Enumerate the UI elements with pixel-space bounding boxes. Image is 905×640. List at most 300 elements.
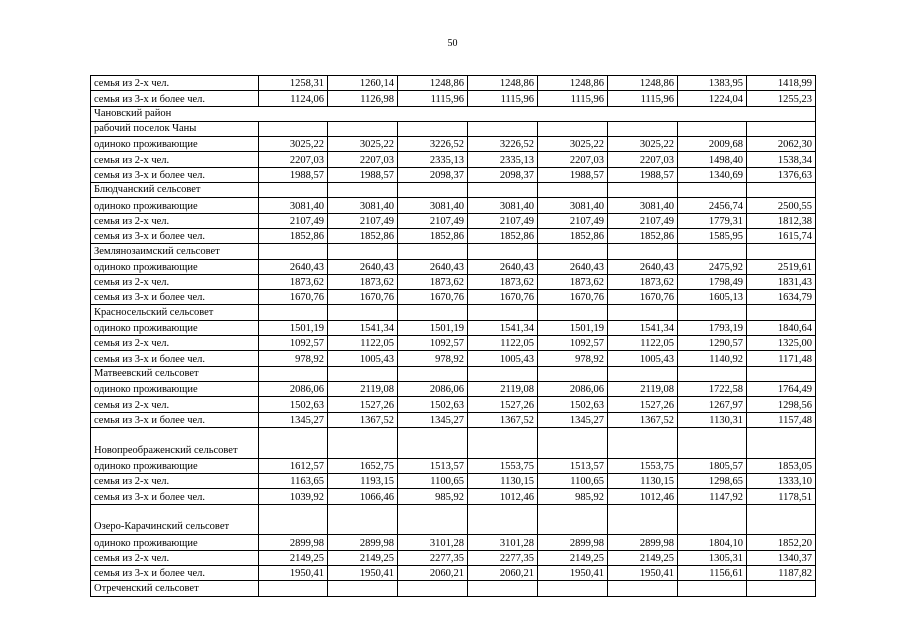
value-cell: 1115,96	[538, 91, 608, 106]
value-cell: 3081,40	[328, 198, 398, 213]
table-row	[91, 320, 816, 335]
table-row	[91, 489, 816, 504]
settlement-name: Отреченский сельсовет	[91, 581, 259, 596]
row-label: одиноко проживающие	[91, 320, 259, 335]
value-cell: 2119,08	[328, 381, 398, 396]
value-cell: 3081,40	[398, 198, 468, 213]
value-cell: 2640,43	[538, 259, 608, 274]
value-cell: 1187,82	[747, 565, 816, 580]
value-cell	[328, 427, 398, 458]
value-cell: 1988,57	[608, 167, 678, 182]
value-cell	[538, 244, 608, 259]
settlement-name: рабочий поселок Чаны	[91, 121, 259, 136]
value-cell	[608, 366, 678, 381]
value-cell: 1670,76	[259, 290, 328, 305]
value-cell: 2107,49	[259, 213, 328, 228]
value-cell: 1798,49	[678, 274, 747, 289]
value-cell	[398, 121, 468, 136]
value-cell: 1527,26	[468, 397, 538, 412]
value-cell: 1340,69	[678, 167, 747, 182]
table-row	[91, 535, 816, 550]
row-label: семья из 2-х чел.	[91, 550, 259, 565]
table-row	[91, 550, 816, 565]
value-cell: 1039,92	[259, 489, 328, 504]
value-cell: 3101,28	[398, 535, 468, 550]
value-cell: 2277,35	[468, 550, 538, 565]
value-cell: 1156,61	[678, 565, 747, 580]
value-cell: 1873,62	[328, 274, 398, 289]
value-cell: 1988,57	[538, 167, 608, 182]
value-cell: 1502,63	[398, 397, 468, 412]
table-row	[91, 397, 816, 412]
value-cell: 1367,52	[328, 412, 398, 427]
row-label: семья из 3-х и более чел.	[91, 565, 259, 580]
value-cell: 1115,96	[608, 91, 678, 106]
value-cell	[608, 183, 678, 198]
value-cell: 1012,46	[608, 489, 678, 504]
value-cell	[747, 504, 816, 535]
value-cell: 1178,51	[747, 489, 816, 504]
value-cell	[678, 366, 747, 381]
value-cell: 2009,68	[678, 137, 747, 152]
row-label: семья из 2-х чел.	[91, 152, 259, 167]
row-label: семья из 3-х и более чел.	[91, 290, 259, 305]
value-cell: 1248,86	[608, 76, 678, 91]
value-cell: 2060,21	[468, 565, 538, 580]
value-cell: 1005,43	[608, 351, 678, 366]
table-row	[91, 412, 816, 427]
value-cell	[608, 121, 678, 136]
value-cell	[468, 121, 538, 136]
value-cell: 1100,65	[398, 473, 468, 488]
value-cell: 1873,62	[259, 274, 328, 289]
value-cell: 3081,40	[608, 198, 678, 213]
row-label: семья из 3-х и более чел.	[91, 167, 259, 182]
settlement-row	[91, 121, 816, 136]
value-cell: 2500,55	[747, 198, 816, 213]
value-cell: 2456,74	[678, 198, 747, 213]
value-cell: 2107,49	[398, 213, 468, 228]
value-cell: 1873,62	[608, 274, 678, 289]
value-cell: 1652,75	[328, 458, 398, 473]
value-cell: 1950,41	[259, 565, 328, 580]
value-cell: 2060,21	[398, 565, 468, 580]
value-cell: 1290,57	[678, 336, 747, 351]
value-cell	[747, 183, 816, 198]
value-cell	[468, 427, 538, 458]
value-cell: 1670,76	[398, 290, 468, 305]
value-cell: 1541,34	[468, 320, 538, 335]
table-row	[91, 381, 816, 396]
value-cell: 1130,15	[468, 473, 538, 488]
value-cell: 3226,52	[468, 137, 538, 152]
value-cell: 1873,62	[468, 274, 538, 289]
value-cell	[398, 581, 468, 596]
settlement-name: Блюдчанский сельсовет	[91, 183, 259, 198]
value-cell	[259, 366, 328, 381]
value-cell	[538, 427, 608, 458]
value-cell: 1585,95	[678, 228, 747, 243]
settlement-row	[91, 427, 816, 458]
value-cell: 1527,26	[608, 397, 678, 412]
table-row	[91, 137, 816, 152]
value-cell: 1722,58	[678, 381, 747, 396]
value-cell: 1376,63	[747, 167, 816, 182]
value-cell: 1605,13	[678, 290, 747, 305]
value-cell: 3226,52	[398, 137, 468, 152]
value-cell: 1634,79	[747, 290, 816, 305]
value-cell: 1501,19	[538, 320, 608, 335]
value-cell	[747, 427, 816, 458]
value-cell: 2149,25	[608, 550, 678, 565]
value-cell: 2475,92	[678, 259, 747, 274]
value-cell: 3025,22	[538, 137, 608, 152]
row-label: одиноко проживающие	[91, 381, 259, 396]
value-cell: 2119,08	[608, 381, 678, 396]
value-cell: 3101,28	[468, 535, 538, 550]
district-name: Чановский район	[91, 106, 816, 121]
value-cell: 1383,95	[678, 76, 747, 91]
value-cell	[538, 581, 608, 596]
row-label: семья из 2-х чел.	[91, 76, 259, 91]
value-cell: 3081,40	[259, 198, 328, 213]
value-cell	[747, 581, 816, 596]
settlement-name: Красносельский сельсовет	[91, 305, 259, 320]
value-cell: 1147,92	[678, 489, 747, 504]
value-cell: 1100,65	[538, 473, 608, 488]
value-cell	[328, 244, 398, 259]
value-cell: 2640,43	[398, 259, 468, 274]
value-cell	[398, 244, 468, 259]
value-cell: 2107,49	[608, 213, 678, 228]
value-cell: 2119,08	[468, 381, 538, 396]
value-cell	[398, 183, 468, 198]
value-cell	[747, 121, 816, 136]
value-cell: 1115,96	[468, 91, 538, 106]
value-cell: 2149,25	[328, 550, 398, 565]
row-label: одиноко проживающие	[91, 458, 259, 473]
table-row	[91, 351, 816, 366]
value-cell: 2086,06	[259, 381, 328, 396]
value-cell: 3081,40	[468, 198, 538, 213]
value-cell: 1298,65	[678, 473, 747, 488]
value-cell: 2899,98	[538, 535, 608, 550]
value-cell: 2207,03	[538, 152, 608, 167]
value-cell: 3025,22	[608, 137, 678, 152]
value-cell	[538, 183, 608, 198]
value-cell	[259, 305, 328, 320]
value-cell: 3025,22	[328, 137, 398, 152]
value-cell	[259, 427, 328, 458]
value-cell: 1764,49	[747, 381, 816, 396]
value-cell: 1140,92	[678, 351, 747, 366]
value-cell	[398, 504, 468, 535]
value-cell: 1122,05	[328, 336, 398, 351]
value-cell: 3025,22	[259, 137, 328, 152]
value-cell: 1812,38	[747, 213, 816, 228]
value-cell: 978,92	[259, 351, 328, 366]
value-cell: 1831,43	[747, 274, 816, 289]
value-cell	[398, 305, 468, 320]
value-cell: 985,92	[538, 489, 608, 504]
value-cell: 1853,05	[747, 458, 816, 473]
value-cell: 1950,41	[608, 565, 678, 580]
row-label: семья из 2-х чел.	[91, 336, 259, 351]
value-cell: 2086,06	[538, 381, 608, 396]
value-cell: 1873,62	[398, 274, 468, 289]
value-cell	[608, 305, 678, 320]
value-cell: 2207,03	[259, 152, 328, 167]
value-cell: 1122,05	[468, 336, 538, 351]
value-cell	[678, 305, 747, 320]
value-cell	[259, 581, 328, 596]
value-cell: 1538,34	[747, 152, 816, 167]
value-cell	[678, 581, 747, 596]
value-cell	[398, 427, 468, 458]
value-cell	[747, 244, 816, 259]
value-cell	[468, 366, 538, 381]
value-cell: 1950,41	[328, 565, 398, 580]
value-cell: 2899,98	[328, 535, 398, 550]
row-label: семья из 2-х чел.	[91, 213, 259, 228]
value-cell: 1267,97	[678, 397, 747, 412]
value-cell: 1840,64	[747, 320, 816, 335]
value-cell: 1670,76	[538, 290, 608, 305]
value-cell: 1670,76	[468, 290, 538, 305]
value-cell: 1066,46	[328, 489, 398, 504]
settlement-row	[91, 183, 816, 198]
value-cell: 1873,62	[538, 274, 608, 289]
value-cell: 1513,57	[398, 458, 468, 473]
value-cell: 1852,86	[259, 228, 328, 243]
row-label: семья из 3-х и более чел.	[91, 351, 259, 366]
value-cell	[398, 366, 468, 381]
value-cell	[538, 366, 608, 381]
value-cell: 2207,03	[608, 152, 678, 167]
table-row	[91, 152, 816, 167]
value-cell: 1852,86	[398, 228, 468, 243]
settlement-name: Озеро-Карачинский сельсовет	[91, 504, 259, 535]
value-cell: 1092,57	[259, 336, 328, 351]
value-cell: 2098,37	[398, 167, 468, 182]
value-cell: 978,92	[398, 351, 468, 366]
settlement-row	[91, 504, 816, 535]
value-cell: 1852,86	[328, 228, 398, 243]
table-row	[91, 228, 816, 243]
settlement-row	[91, 581, 816, 596]
value-cell: 1005,43	[328, 351, 398, 366]
value-cell: 1615,74	[747, 228, 816, 243]
value-cell	[328, 305, 398, 320]
value-cell: 1852,20	[747, 535, 816, 550]
value-cell: 3081,40	[538, 198, 608, 213]
value-cell	[678, 504, 747, 535]
row-label: семья из 2-х чел.	[91, 397, 259, 412]
settlement-name: Новопреображенский сельсовет	[91, 427, 259, 458]
value-cell: 2149,25	[538, 550, 608, 565]
value-cell: 1130,31	[678, 412, 747, 427]
value-cell: 1130,15	[608, 473, 678, 488]
value-cell: 2149,25	[259, 550, 328, 565]
row-label: одиноко проживающие	[91, 198, 259, 213]
settlement-row	[91, 366, 816, 381]
value-cell	[468, 581, 538, 596]
value-cell: 1498,40	[678, 152, 747, 167]
row-label: семья из 3-х и более чел.	[91, 489, 259, 504]
value-cell: 1255,23	[747, 91, 816, 106]
row-label: одиноко проживающие	[91, 137, 259, 152]
row-label: одиноко проживающие	[91, 535, 259, 550]
value-cell	[608, 504, 678, 535]
value-cell: 1513,57	[538, 458, 608, 473]
value-cell: 1122,05	[608, 336, 678, 351]
value-cell: 2062,30	[747, 137, 816, 152]
value-cell	[678, 427, 747, 458]
table-row	[91, 91, 816, 106]
value-cell: 2519,61	[747, 259, 816, 274]
value-cell: 1224,04	[678, 91, 747, 106]
value-cell: 1793,19	[678, 320, 747, 335]
settlement-name: Землянозаимский сельсовет	[91, 244, 259, 259]
value-cell: 1670,76	[328, 290, 398, 305]
row-label: семья из 3-х и более чел.	[91, 91, 259, 106]
value-cell: 1248,86	[398, 76, 468, 91]
value-cell: 1553,75	[608, 458, 678, 473]
value-cell: 2640,43	[608, 259, 678, 274]
value-cell: 1092,57	[398, 336, 468, 351]
value-cell: 1345,27	[538, 412, 608, 427]
value-cell: 2098,37	[468, 167, 538, 182]
value-cell: 1248,86	[468, 76, 538, 91]
value-cell: 1804,10	[678, 535, 747, 550]
value-cell: 2640,43	[328, 259, 398, 274]
row-label: семья из 3-х и более чел.	[91, 228, 259, 243]
value-cell	[608, 581, 678, 596]
table-row	[91, 458, 816, 473]
value-cell: 2335,13	[398, 152, 468, 167]
value-cell	[328, 581, 398, 596]
value-cell: 1988,57	[328, 167, 398, 182]
value-cell: 1258,31	[259, 76, 328, 91]
table-row	[91, 473, 816, 488]
value-cell: 2107,49	[468, 213, 538, 228]
value-cell: 1418,99	[747, 76, 816, 91]
value-cell: 1541,34	[608, 320, 678, 335]
value-cell	[259, 183, 328, 198]
value-cell: 1670,76	[608, 290, 678, 305]
value-cell: 1345,27	[398, 412, 468, 427]
value-cell: 1325,00	[747, 336, 816, 351]
value-cell: 1805,57	[678, 458, 747, 473]
value-cell: 1367,52	[468, 412, 538, 427]
value-cell: 1541,34	[328, 320, 398, 335]
value-cell: 978,92	[538, 351, 608, 366]
value-cell: 985,92	[398, 489, 468, 504]
value-cell	[678, 244, 747, 259]
table-row	[91, 167, 816, 182]
value-cell	[468, 183, 538, 198]
value-cell	[328, 121, 398, 136]
value-cell	[328, 366, 398, 381]
table-row	[91, 290, 816, 305]
value-cell: 1157,48	[747, 412, 816, 427]
value-cell: 1171,48	[747, 351, 816, 366]
value-cell: 1124,06	[259, 91, 328, 106]
value-cell	[608, 244, 678, 259]
value-cell	[538, 504, 608, 535]
settlement-row	[91, 305, 816, 320]
value-cell: 1553,75	[468, 458, 538, 473]
value-cell: 1501,19	[259, 320, 328, 335]
row-label: семья из 2-х чел.	[91, 473, 259, 488]
value-cell: 2086,06	[398, 381, 468, 396]
value-cell: 2899,98	[608, 535, 678, 550]
value-cell: 1193,15	[328, 473, 398, 488]
value-cell: 1779,31	[678, 213, 747, 228]
value-cell: 2335,13	[468, 152, 538, 167]
value-cell: 1260,14	[328, 76, 398, 91]
value-cell: 1852,86	[468, 228, 538, 243]
value-cell: 2640,43	[468, 259, 538, 274]
row-label: одиноко проживающие	[91, 259, 259, 274]
table-row	[91, 213, 816, 228]
table-row	[91, 565, 816, 580]
table-row	[91, 76, 816, 91]
value-cell: 2277,35	[398, 550, 468, 565]
table-row	[91, 274, 816, 289]
value-cell: 1340,37	[747, 550, 816, 565]
table-row	[91, 336, 816, 351]
row-label: семья из 2-х чел.	[91, 274, 259, 289]
value-cell: 1502,63	[259, 397, 328, 412]
value-cell: 2107,49	[328, 213, 398, 228]
value-cell: 1345,27	[259, 412, 328, 427]
value-cell: 1527,26	[328, 397, 398, 412]
value-cell	[468, 244, 538, 259]
settlement-row	[91, 244, 816, 259]
value-cell	[538, 121, 608, 136]
page-number: 50	[447, 38, 458, 49]
value-cell: 2107,49	[538, 213, 608, 228]
value-cell: 1333,10	[747, 473, 816, 488]
value-cell: 1367,52	[608, 412, 678, 427]
value-cell: 1501,19	[398, 320, 468, 335]
value-cell	[468, 305, 538, 320]
value-cell: 1126,98	[328, 91, 398, 106]
value-cell: 1298,56	[747, 397, 816, 412]
value-cell: 1950,41	[538, 565, 608, 580]
value-cell: 1852,86	[608, 228, 678, 243]
value-cell	[747, 366, 816, 381]
value-cell: 2640,43	[259, 259, 328, 274]
value-cell: 1092,57	[538, 336, 608, 351]
table-row	[91, 198, 816, 213]
value-cell	[538, 305, 608, 320]
value-cell: 1163,65	[259, 473, 328, 488]
district-header-row	[91, 106, 816, 121]
value-cell	[328, 183, 398, 198]
value-cell: 1612,57	[259, 458, 328, 473]
value-cell	[259, 121, 328, 136]
value-cell: 1988,57	[259, 167, 328, 182]
value-cell: 1012,46	[468, 489, 538, 504]
table-row	[91, 259, 816, 274]
value-cell: 1502,63	[538, 397, 608, 412]
value-cell	[747, 305, 816, 320]
value-cell: 1305,31	[678, 550, 747, 565]
value-cell	[678, 183, 747, 198]
table-body	[91, 76, 816, 597]
